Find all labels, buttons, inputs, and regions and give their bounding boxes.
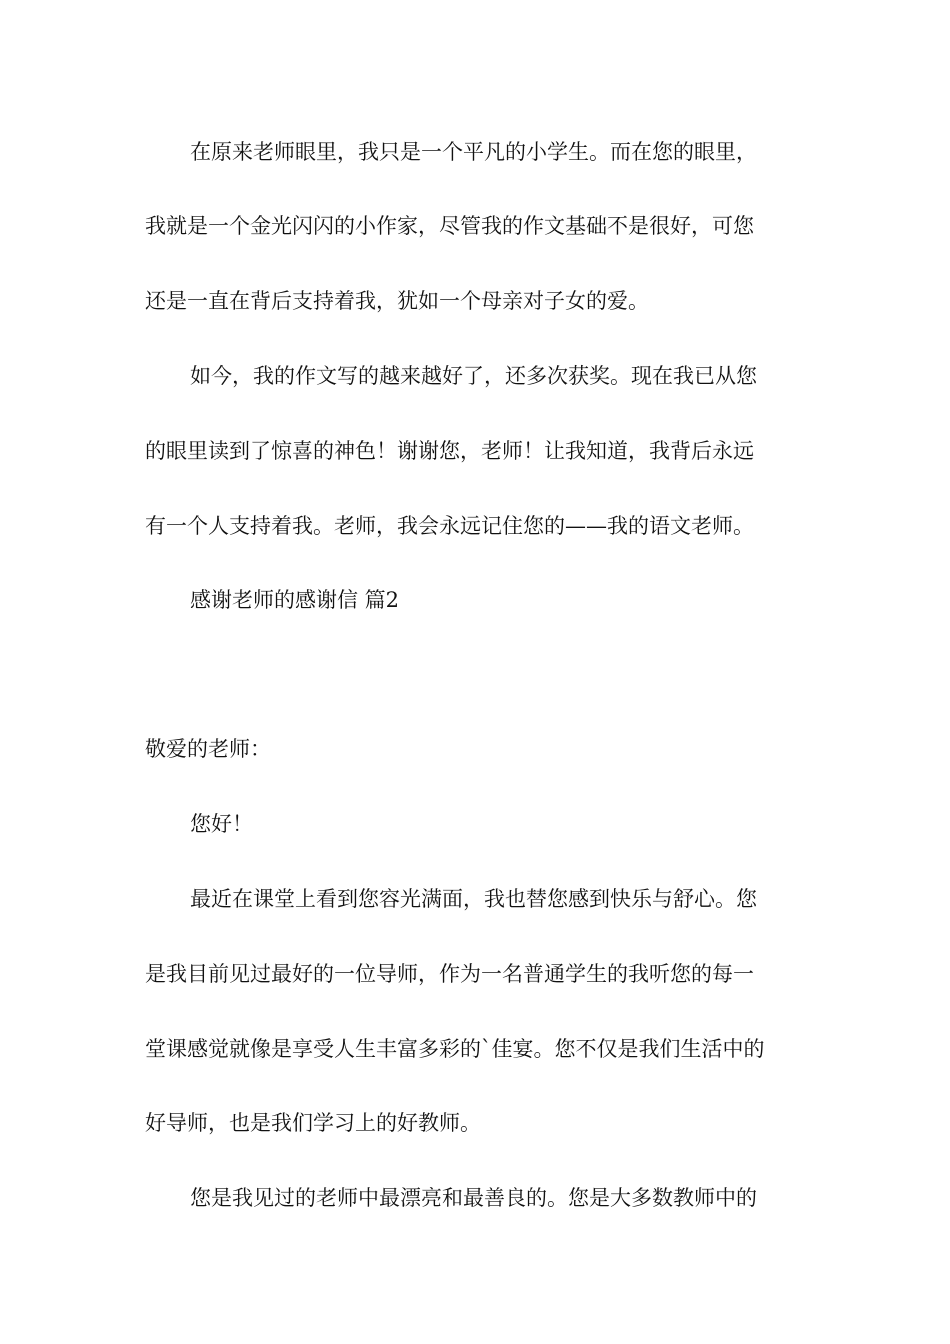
paragraph-line: 是我目前见过最好的一位导师，作为一名普通学生的我听您的每一	[145, 962, 754, 986]
salutation: 敬爱的老师：	[145, 737, 271, 761]
section-heading: 感谢老师的感谢信 篇2	[190, 588, 400, 612]
paragraph-line: 的眼里读到了惊喜的神色！谢谢您，老师！让我知道，我背后永远	[145, 439, 754, 463]
paragraph-line: 如今，我的作文写的越来越好了，还多次获奖。现在我已从您	[190, 364, 757, 388]
paragraph-line: 您是我见过的老师中最漂亮和最善良的。您是大多数教师中的	[190, 1186, 757, 1210]
paragraph-line: 我就是一个金光闪闪的小作家，尽管我的作文基础不是很好，可您	[145, 214, 754, 238]
paragraph-line: 还是一直在背后支持着我，犹如一个母亲对子女的爱。	[145, 289, 649, 313]
paragraph-line: 好导师，也是我们学习上的好教师。	[145, 1111, 481, 1135]
paragraph-line: 有一个人支持着我。老师，我会永远记住您的——我的语文老师。	[145, 514, 754, 538]
paragraph-line: 最近在课堂上看到您容光满面，我也替您感到快乐与舒心。您	[190, 887, 757, 911]
paragraph-line: 在原来老师眼里，我只是一个平凡的小学生。而在您的眼里，	[190, 140, 757, 164]
greeting: 您好！	[190, 812, 253, 836]
paragraph-line: 堂课感觉就像是享受人生丰富多彩的`佳宴。您不仅是我们生活中的	[145, 1037, 765, 1061]
